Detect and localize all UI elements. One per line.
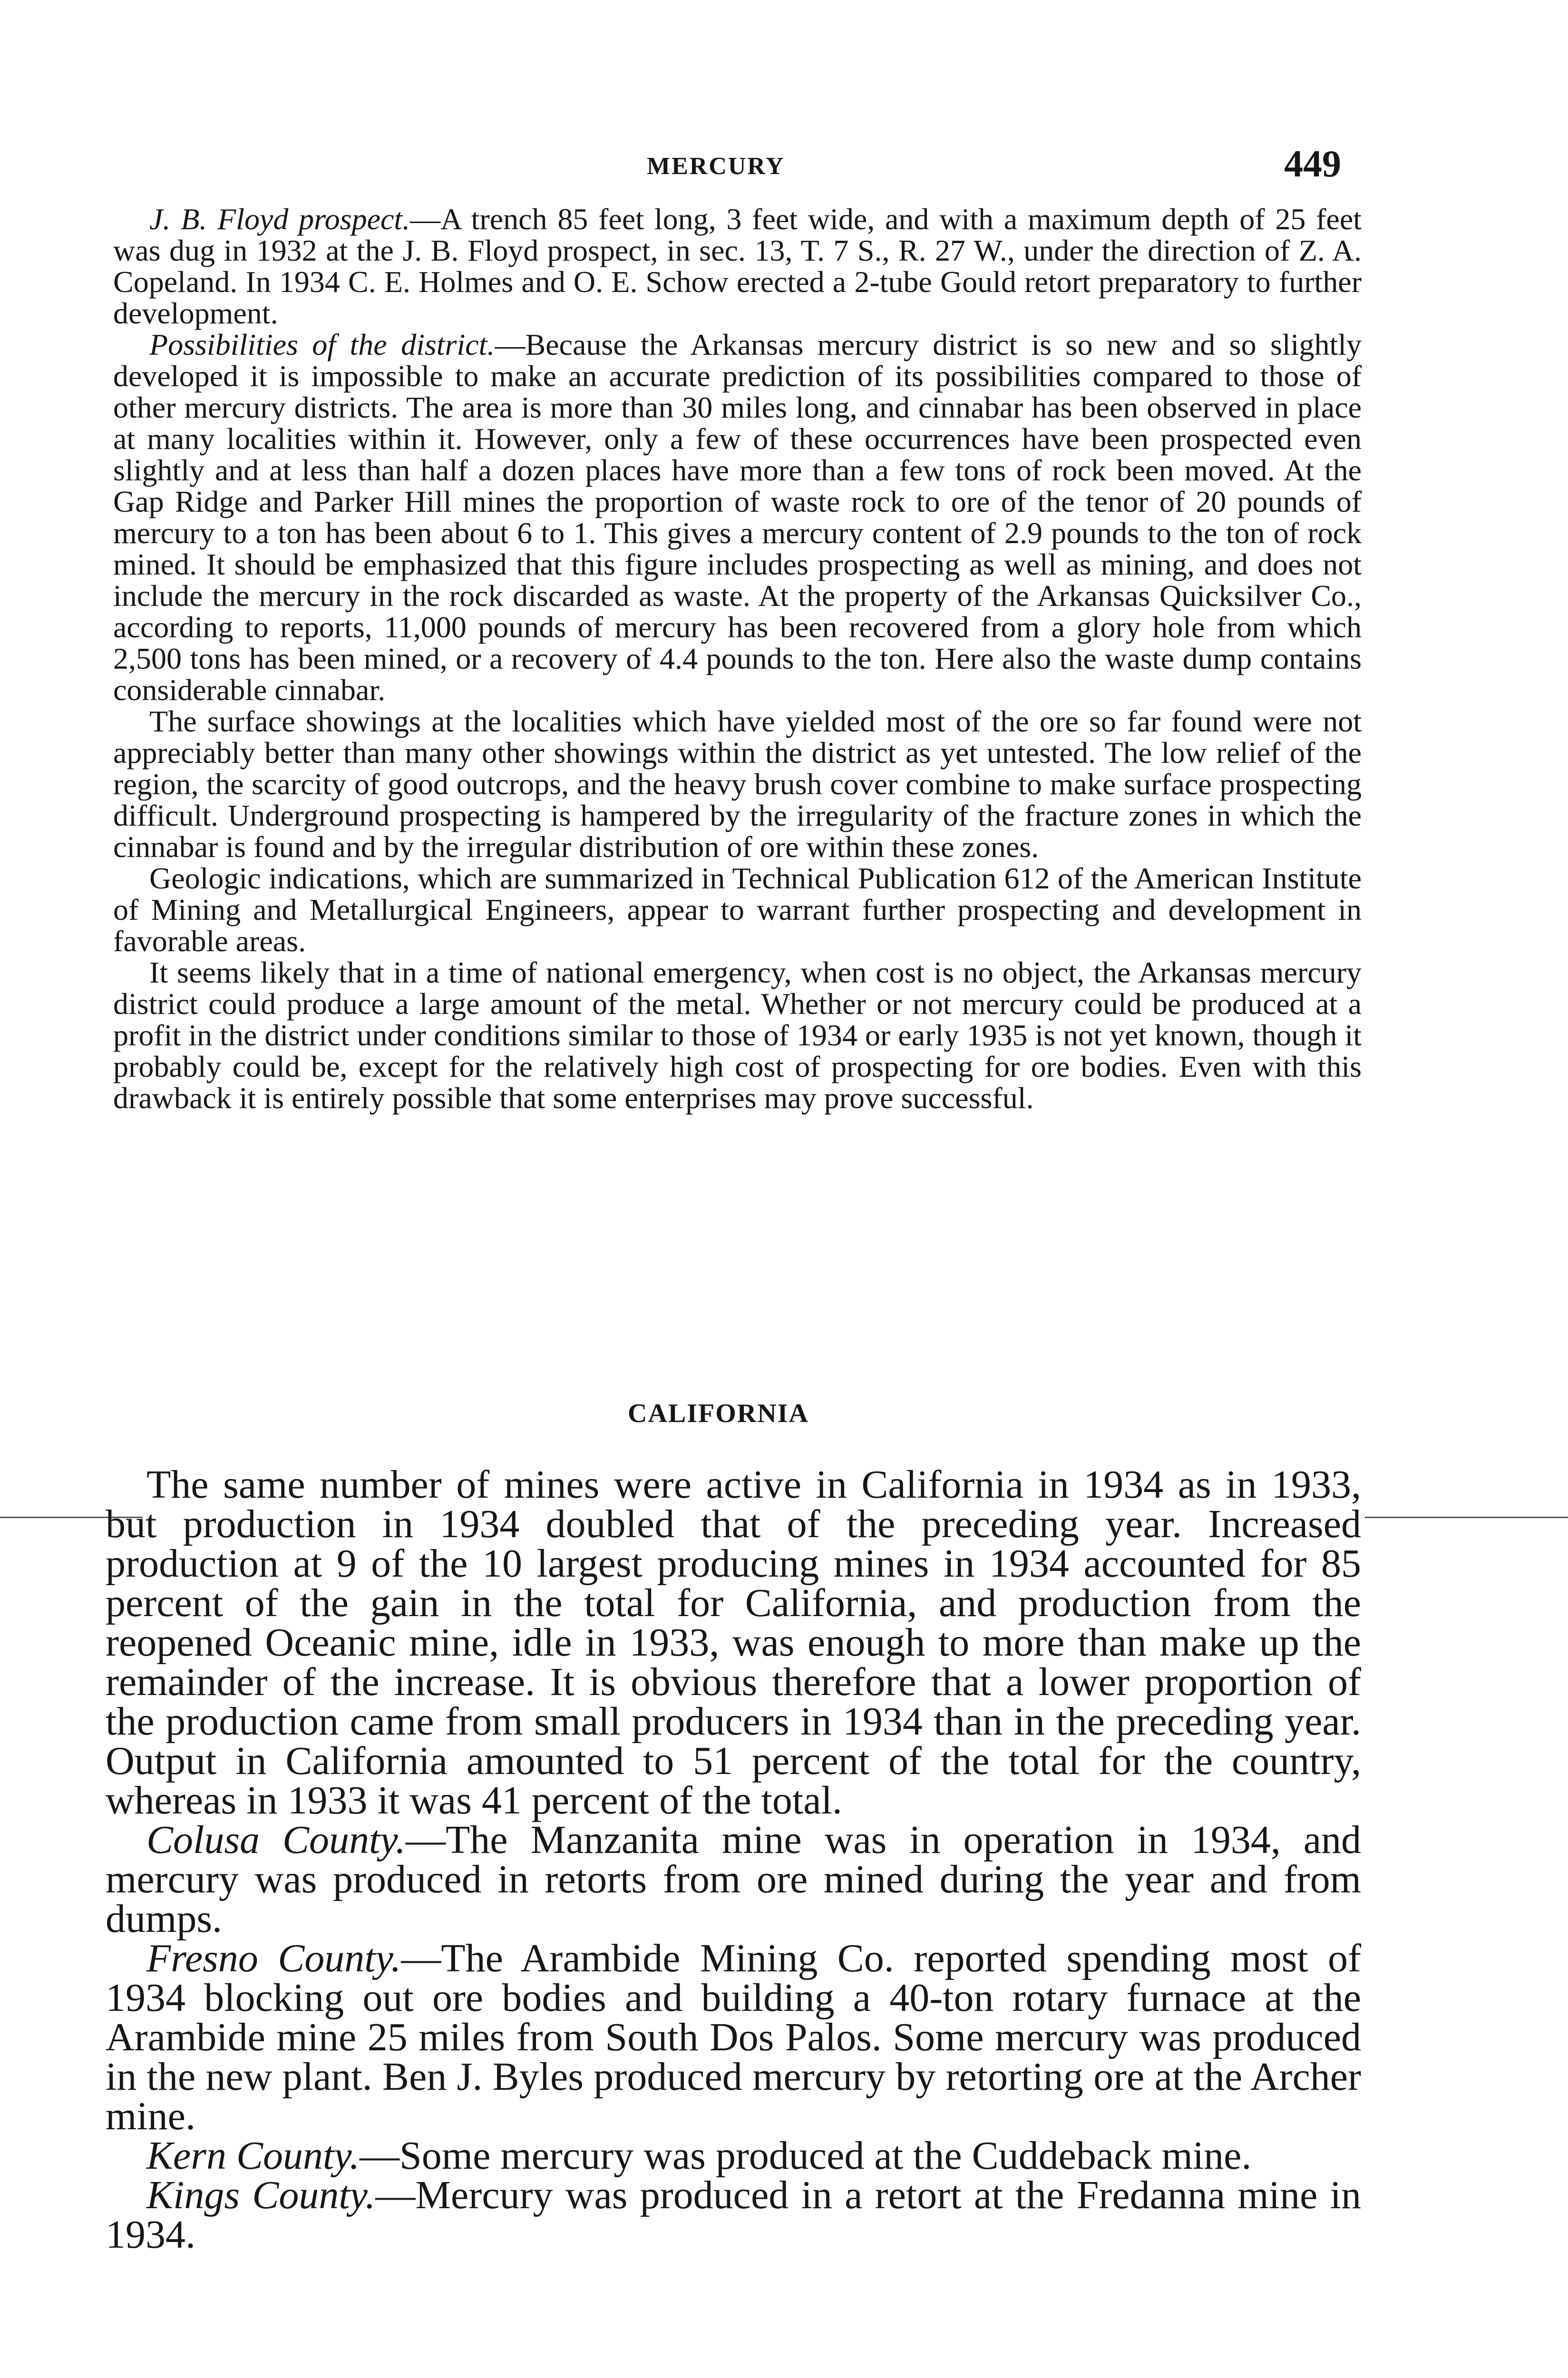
running-title: MERCURY [647, 153, 785, 180]
paragraph-geologic-indications [113, 863, 1362, 957]
paragraph-body: —The Manzanita mine was in operation in 1934, and mercury was produced in retorts from ore mined during the year and from dumps. [106, 1818, 1361, 1941]
paragraph-lead: Kings County. [146, 2173, 376, 2217]
paragraph-lead: J. B. Floyd prospect. [149, 202, 410, 236]
paragraph-california-summary [106, 1462, 1361, 1822]
paragraph-fresno-county [106, 1936, 1361, 2138]
paragraph-body: —A trench 85 feet long, 3 feet wide, and with a maximum depth of 25 feet was dug in 1932 at the J. B. Floyd prospect, in sec. 13, T. 7 S., R. 27 W., under the direction of Z. A. Copeland. In 1934 C. E. Holmes and O. E. Schow erected a 2-tube Gould retort preparatory to further development. [113, 202, 1362, 330]
paragraph-surface-showings [113, 706, 1362, 863]
page-number: 449 [1284, 143, 1341, 185]
paragraph-kern-county [106, 2134, 1361, 2178]
paragraph-lead: Kern County. [146, 2134, 360, 2178]
paragraph-lead: Colusa County. [146, 1818, 406, 1862]
paragraph-body: Geologic indications, which are summarized in Technical Publication 612 of the American Institute of Mining and Metallurgical Engineers, appear to warrant further prospecting and development in favorable areas. [113, 861, 1362, 958]
paragraph-body: —Some mercury was produced at the Cuddeback mine. [360, 2134, 1252, 2178]
paragraph-national-emergency [113, 957, 1362, 1114]
paragraph-lead: Fresno County. [146, 1936, 401, 1980]
fold-line-right [1365, 1517, 1568, 1518]
paragraph-lead: Possibilities of the district. [149, 328, 495, 361]
paragraph-possibilities [113, 329, 1362, 706]
paragraph-body: The surface showings at the localities which have yielded most of the ore so far found were not appreciably better than many other showings within the district as yet untested. The low relief of the region, the scarcity of good outcrops, and the heavy brush cover combine to make surface prospecting difficult. Underground prospecting is hampered by the irregularity of the fracture zones in which the cinnabar is found and by the irregular distribution of ore within these zones. [113, 704, 1362, 864]
paragraph-kings-county [106, 2173, 1361, 2257]
paragraph-body: —Because the Arkansas mercury district is so new and so slightly developed it is impossible to make an accurate prediction of its possibilities compared to those of other mercury districts. The area is more than 30 miles long, and cinnabar has been observed in place at many localities within it. However, only a few of these occurrences have been prospected even slightly and at less than half a dozen places have more than a few tons of rock been moved. At the Gap Ridge and Parker Hill mines the proportion of waste rock to ore of the tenor of 20 pounds of mercury to a ton has been about 6 to 1. This gives a mercury content of 2.9 pounds to the ton of rock mined. It should be emphasized that this figure includes prospecting as well as mining, and does not include the mercury in the rock discarded as waste. At the property of the Arkansas Quicksilver Co., according to reports, 11,000 pounds of mercury has been recovered from a glory hole from which 2,500 tons has been mined, or a recovery of 4.4 pounds to the ton. Here also the waste dump contains considerable cinnabar. [113, 328, 1362, 707]
paragraph-body: —Mercury was produced in a retort at the Fredanna mine in 1934. [106, 2173, 1361, 2257]
paragraph-floyd-prospect [113, 204, 1362, 329]
paragraph-body: The same number of mines were active in California in 1934 as in 1933, but production in 1934 doubled that of the preceding year. Increased production at 9 of the 10 largest producing mines in 1934 accounted for 85 percent of the gain in the total for California, and production from the reopened Oceanic mine, idle in 1933, was enough to more than make up the remainder of the increase. It is obvious therefore that a lower proportion of the production came from small producers in 1934 than in the preceding year. Output in California amounted to 51 percent of the total for the country, whereas in 1933 it was 41 percent of the total. [106, 1462, 1361, 1822]
arkansas-section-text [113, 204, 1362, 1114]
paragraph-colusa-county [106, 1820, 1361, 1939]
paragraph-body: It seems likely that in a time of national emergency, when cost is no object, the Arkansas mercury district could produce a large amount of the metal. Whether or not mercury could be produced at a profit in the district under conditions similar to those of 1934 or early 1935 is not yet known, though it probably could be, except for the relatively high cost of prospecting for ore bodies. Even with this drawback it is entirely possible that some enterprises may prove successful. [113, 955, 1362, 1115]
paragraph-body: —The Arambide Mining Co. reported spending most of 1934 blocking out ore bodies and building a 40-ton rotary furnace at the Arambide mine 25 miles from South Dos Palos. Some mercury was produced in the new plant. Ben J. Byles produced mercury by retorting ore at the Archer mine. [106, 1936, 1361, 2138]
california-section-text [106, 1462, 1361, 2257]
section-heading-california: CALIFORNIA [628, 1399, 809, 1428]
